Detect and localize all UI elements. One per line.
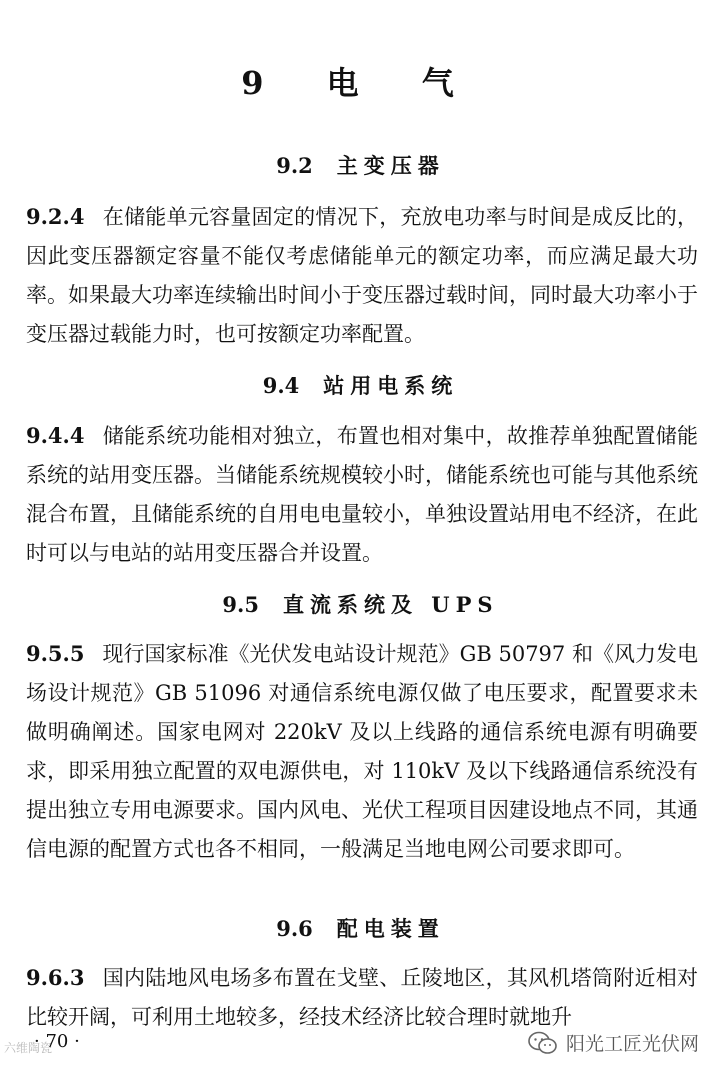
paragraph-9-2-4 [26,197,698,354]
section-heading-9-6 [0,913,721,943]
paragraph-number: 9.5.5 [26,641,85,666]
paragraph-text: 储能系统功能相对独立，布置也相对集中，故推荐单独配置储能系统的站用变压器。当储能系统规模较小时，储能系统也可能与其他系统混合布置，且储能系统的自用电电量较小，单独设置站用电不经济，在此时可以与电站的站用变压器合并设置。 [26,424,698,565]
section-number: 9.6 [276,916,313,941]
section-heading-9-5 [0,589,721,619]
paragraph-text: 在储能单元容量固定的情况下，充放电功率与时间是成反比的，因此变压器额定容量不能仅考虑储能单元的额定功率，而应满足最大功率。如果最大功率连续输出时间小于变压器过载时间，同时最大功率小于变压器过载能力时，也可按额定功率配置。 [26,205,698,346]
paragraph-9-6-3 [26,958,698,1037]
section-title: 直流系统及 UPS [282,592,499,617]
section-heading-9-2 [0,150,721,180]
paragraph-9-5-5 [26,634,698,869]
paragraph-number: 9.2.4 [26,204,85,229]
section-title: 站用电系统 [323,373,459,398]
wechat-icon [528,1031,558,1055]
section-number: 9.5 [222,592,259,617]
section-number: 9.4 [262,373,300,398]
page-number: · 70 · [34,1031,80,1052]
section-title: 配电装置 [336,916,445,941]
paragraph-number: 9.4.4 [26,423,85,448]
paragraph-text: 现行国家标准《光伏发电站设计规范》GB 50797 和《风力发电场设计规范》GB 51096 对通信系统电源仅做了电压要求，配置要求未做明确阐述。国家电网对 220kV 及以上线路的通信系统电源有明确要求，即采用独立配置的双电源供电，对 110kV 及以下线路通信系统没有提出独立专用电源要求。国内风电、光伏工程项目因建设地点不同，其通信电源的配置方式也各不相同，一般满足当地电网公司要求即可。 [26,642,698,861]
section-heading-9-4 [0,370,721,400]
section-number: 9.2 [276,153,313,178]
watermark-text: 阳光工匠光伏网 [565,1033,699,1055]
watermark-left: 六维陶瓷 [4,1041,53,1055]
page-footer [0,1029,721,1059]
chapter-title: 9 电 气 [241,64,480,102]
paragraph-9-4-4 [26,416,698,573]
paragraph-text: 国内陆地风电场多布置在戈壁、丘陵地区，其风机塔筒附近相对比较开阔，可利用土地较多，经技术经济比较合理时就地升 [26,966,698,1029]
watermark-right [528,1029,699,1056]
section-title: 主变压器 [336,153,445,178]
paragraph-number: 9.6.3 [26,965,85,990]
